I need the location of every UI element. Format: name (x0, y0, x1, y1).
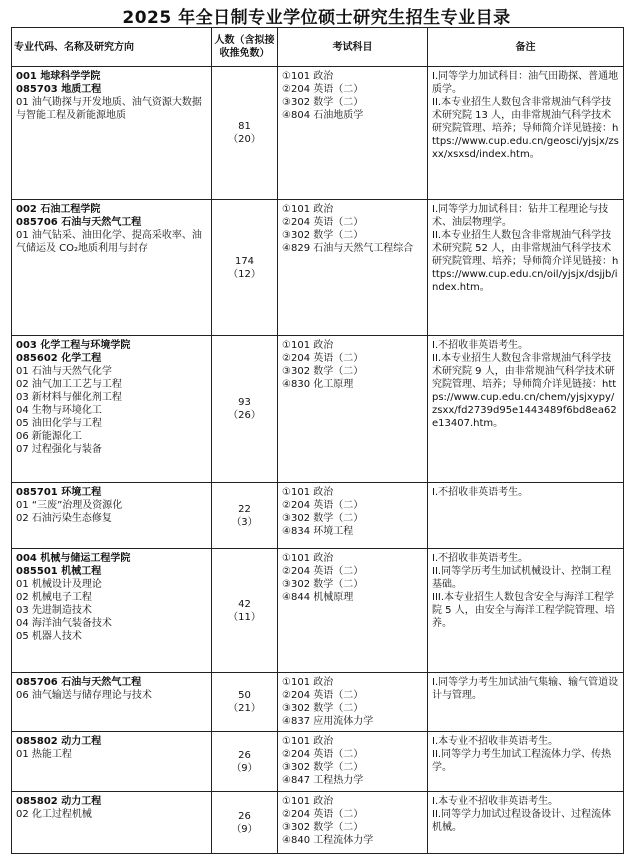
research-direction: 05 油田化学与工程 (16, 418, 102, 429)
table-row (12, 336, 624, 483)
remark-cell (428, 67, 624, 200)
exam-subject: ①101 政治 (282, 204, 334, 215)
school-name: 004 机械与储运工程学院 (16, 553, 131, 564)
exam-subject: ③302 数学（二） (282, 762, 364, 773)
exam-subject: ③302 数学（二） (282, 230, 364, 241)
exam-subject: ④804 石油地质学 (282, 110, 364, 121)
exam-subject: ④844 机械原理 (282, 592, 354, 603)
remark-cell (428, 732, 624, 792)
remark-cell (428, 200, 624, 336)
exam-subject: ①101 政治 (282, 796, 334, 807)
remark-text: II.同等学力考生加试工程流体力学、传热学。 (432, 749, 612, 773)
page-title: 2025 年全日制专业学位硕士研究生招生专业目录 (122, 8, 511, 28)
exam-subject: ①101 政治 (282, 71, 334, 82)
major-name: 085802 动力工程 (16, 736, 102, 747)
exam-subject: ②204 英语（二） (282, 690, 364, 701)
research-direction: 02 石油污染生态修复 (16, 513, 112, 524)
exam-subject: ③302 数学（二） (282, 703, 364, 714)
remark-text: I.不招收非英语考生。 (432, 487, 529, 498)
remark-cell (428, 549, 624, 673)
major-cell (12, 732, 212, 792)
research-direction: 02 油气加工工艺与工程 (16, 379, 122, 390)
count-cell (212, 200, 278, 336)
table-row (12, 67, 624, 200)
research-direction: 01 “三废”治理及资源化 (16, 500, 123, 511)
count-cell (212, 483, 278, 549)
remark-text: II.同等学历考生加试机械设计、控制工程基础。 (432, 566, 612, 590)
remark-cell (428, 792, 624, 854)
recommend-count: （26） (228, 410, 261, 421)
remark-text: I.同等学力加试科目：钻井工程理论与技术、油层物理学。 (432, 204, 609, 228)
exam-subject: ②204 英语（二） (282, 217, 364, 228)
remark-text: I.不招收非英语考生。 (432, 340, 529, 351)
remark-text: I.不招收非英语考生。 (432, 553, 529, 564)
exam-subject: ③302 数学（二） (282, 513, 364, 524)
table-row (12, 792, 624, 854)
major-name: 085802 动力工程 (16, 796, 102, 807)
table-row (12, 673, 624, 732)
remark-cell (428, 673, 624, 732)
exam-subject: ③302 数学（二） (282, 97, 364, 108)
school-name: 002 石油工程学院 (16, 204, 101, 215)
recommend-count: （9） (231, 762, 258, 774)
research-direction: 02 机械电子工程 (16, 592, 92, 603)
major-name: 085706 石油与天然气工程 (16, 217, 142, 228)
enrollment-count: 50 (238, 690, 251, 701)
recommend-count: （11） (228, 611, 261, 623)
catalog-table (11, 27, 624, 854)
research-direction: 01 热能工程 (16, 749, 72, 760)
research-direction: 06 油气输送与储存理论与技术 (16, 690, 152, 701)
major-cell (12, 792, 212, 854)
exam-cell (278, 792, 428, 854)
exam-cell (278, 483, 428, 549)
recommend-count: （12） (228, 268, 261, 280)
header-exam: 考试科目 (278, 28, 428, 67)
exam-subject: ①101 政治 (282, 553, 334, 564)
enrollment-count: 26 (238, 810, 251, 822)
remark-text: I.本专业不招收非英语考生。 (432, 796, 559, 807)
research-direction: 01 机械设计及理论 (16, 579, 102, 590)
count-cell (212, 732, 278, 792)
exam-subject: ①101 政治 (282, 736, 334, 747)
remark-text: III.本专业招生人数包含安全与海洋工程学院 5 人，由安全与海洋工程学院管理、培养。 (432, 592, 615, 629)
research-direction: 03 先进制造技术 (16, 605, 92, 616)
research-direction: 01 油气勘探与开发地质、油气资源大数据与智能工程及新能源地质 (16, 97, 202, 121)
major-cell (12, 200, 212, 336)
remark-text: II.同等学力加试过程设备设计、过程流体机械。 (432, 809, 612, 833)
enrollment-count: 174 (234, 255, 255, 267)
exam-cell (278, 200, 428, 336)
exam-subject: ①101 政治 (282, 487, 334, 498)
count-cell (212, 336, 278, 483)
major-name: 085501 机械工程 (16, 566, 102, 577)
major-cell (12, 549, 212, 673)
exam-subject: ④830 化工原理 (282, 379, 354, 390)
research-direction: 02 化工过程机械 (16, 809, 92, 820)
recommend-count: （21） (228, 703, 261, 714)
major-name: 085706 石油与天然气工程 (16, 677, 142, 688)
enrollment-count: 81 (238, 121, 251, 132)
exam-subject: ①101 政治 (282, 340, 334, 351)
enrollment-count: 93 (238, 397, 251, 408)
remark-text: II.本专业招生人数包含非常规油气科学技术研究院 9 人，由非常规油气科学技术研究院管理、培养；导师简介详见链接：https://www.cup.edu.cn/chem/yjsjxypy/zsxx/fd2739d95e1443489f6bd8ea62e13407.htm。 (432, 353, 617, 429)
exam-subject: ②204 英语（二） (282, 809, 364, 820)
header-remark: 备注 (428, 28, 624, 67)
exam-cell (278, 67, 428, 200)
header-row (12, 28, 624, 67)
major-cell (12, 336, 212, 483)
remark-cell (428, 483, 624, 549)
enrollment-count: 42 (238, 598, 251, 610)
remark-text: I.本专业不招收非英语考生。 (432, 736, 559, 747)
school-name: 001 地球科学学院 (16, 71, 101, 82)
exam-subject: ③302 数学（二） (282, 366, 364, 377)
recommend-count: （20） (228, 134, 261, 145)
count-cell (212, 673, 278, 732)
exam-subject: ②204 英语（二） (282, 84, 364, 95)
major-cell (12, 673, 212, 732)
exam-cell (278, 673, 428, 732)
remark-text: II.本专业招生人数包含非常规油气科学技术研究院 52 人，由非常规油气科学技术研究院管理、培养；导师简介详见链接：https://www.cup.edu.cn/oil/yjsjx/dsjjb/index.htm。 (432, 230, 619, 293)
header-major: 专业代码、名称及研究方向 (12, 28, 212, 67)
major-cell (12, 483, 212, 549)
exam-subject: ④837 应用流体力学 (282, 716, 374, 727)
exam-subject: ②204 英语（二） (282, 566, 364, 577)
exam-subject: ③302 数学（二） (282, 579, 364, 590)
research-direction: 05 机器人技术 (16, 631, 82, 642)
research-direction: 06 新能源化工 (16, 431, 82, 442)
table-row (12, 732, 624, 792)
research-direction: 04 生物与环境化工 (16, 405, 102, 416)
exam-cell (278, 732, 428, 792)
exam-cell (278, 549, 428, 673)
remark-text: I.同等学力加试科目：油气田勘探、普通地质学。 (432, 71, 619, 95)
research-direction: 04 海洋油气装备技术 (16, 618, 112, 629)
school-name: 003 化学工程与环境学院 (16, 340, 131, 351)
major-name: 085701 环境工程 (16, 487, 102, 498)
enrollment-count: 22 (238, 503, 251, 515)
recommend-count: （9） (231, 823, 258, 835)
table-row (12, 200, 624, 336)
remark-text: II.本专业招生人数包含非常规油气科学技术研究院 13 人，由非常规油气科学技术研究院管理、培养；导师简介详见链接：https://www.cup.edu.cn/geosci/yjsjx/zsxx/xsxsd/index.htm。 (432, 97, 619, 160)
remark-text: I.同等学力考生加试油气集输、输气管道设计与管理。 (432, 677, 619, 701)
major-cell (12, 67, 212, 200)
exam-subject: ④847 工程热力学 (282, 775, 364, 786)
enrollment-count: 26 (238, 749, 251, 761)
research-direction: 07 过程强化与装备 (16, 444, 102, 455)
table-row (12, 483, 624, 549)
research-direction: 03 新材料与催化剂工程 (16, 392, 122, 403)
research-direction: 01 石油与天然气化学 (16, 366, 112, 377)
count-cell (212, 792, 278, 854)
exam-subject: ②204 英语（二） (282, 353, 364, 364)
header-count: 人数（含拟接收推免数） (212, 28, 278, 67)
exam-cell (278, 336, 428, 483)
exam-subject: ①101 政治 (282, 677, 334, 688)
exam-subject: ④834 环境工程 (282, 526, 354, 537)
major-name: 085703 地质工程 (16, 84, 102, 95)
recommend-count: （3） (231, 516, 258, 528)
exam-subject: ④829 石油与天然气工程综合 (282, 243, 414, 254)
remark-cell (428, 336, 624, 483)
count-cell (212, 67, 278, 200)
count-cell (212, 549, 278, 673)
exam-subject: ③302 数学（二） (282, 822, 364, 833)
exam-subject: ②204 英语（二） (282, 749, 364, 760)
exam-subject: ④840 工程流体力学 (282, 835, 374, 846)
research-direction: 01 油气钻采、油田化学、提高采收率、油气储运及 CO₂地质利用与封存 (16, 230, 202, 254)
exam-subject: ②204 英语（二） (282, 500, 364, 511)
major-name: 085602 化学工程 (16, 353, 102, 364)
table-row (12, 549, 624, 673)
